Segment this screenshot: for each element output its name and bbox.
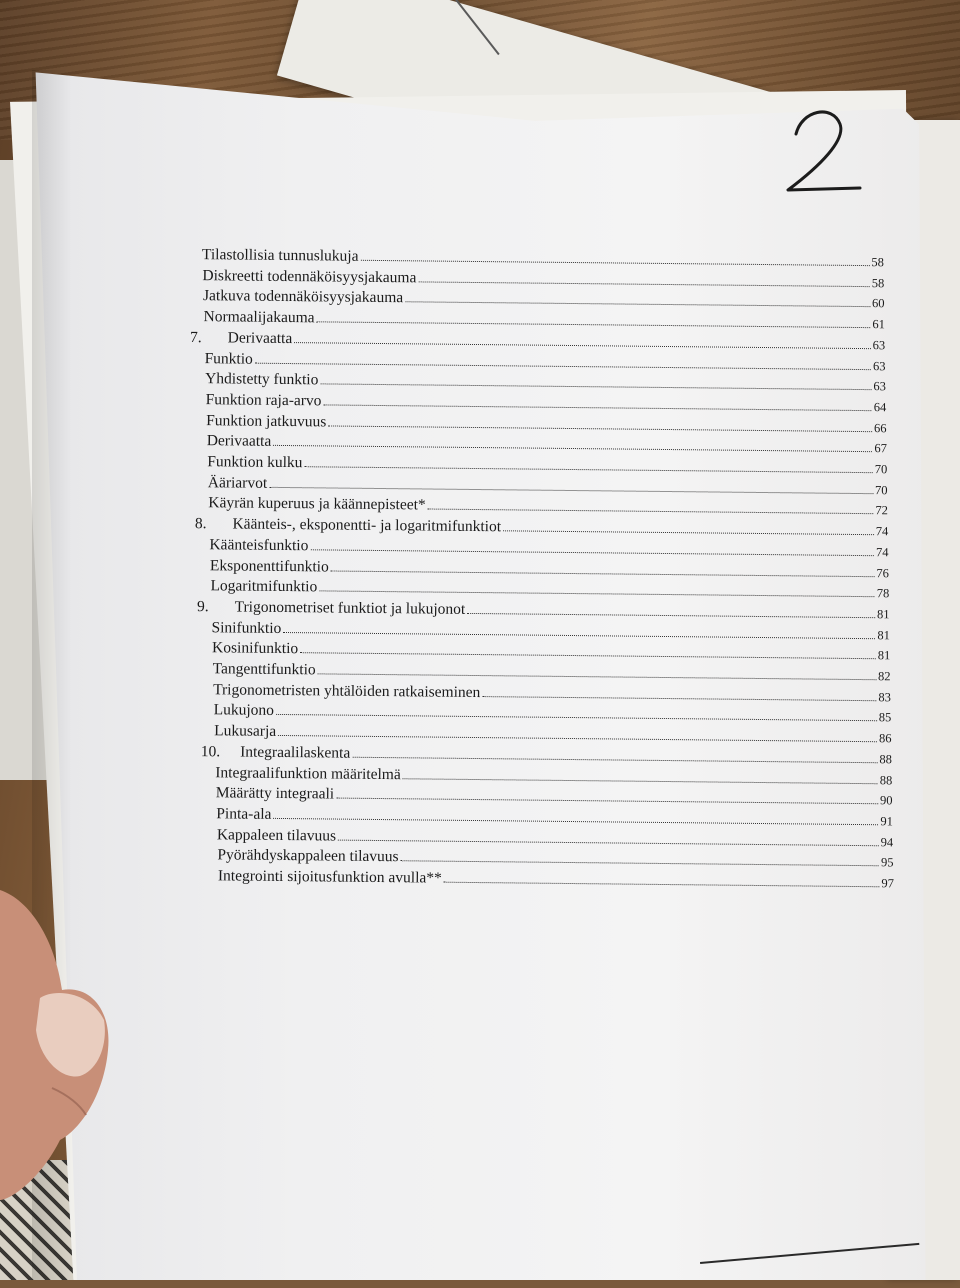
toc-chapter-number: 10. [200,742,221,761]
toc-entry-title: Määrätty integraali [215,784,335,803]
toc-page-number: 78 [876,586,890,601]
toc-entry-title: Käänteis-, eksponentti- ja logaritmifunktiot [232,515,502,536]
toc-chapter-number: 7. [189,328,202,346]
toc-page-number: 58 [871,255,884,270]
toc-page-number: 70 [874,462,888,477]
toc-entry-title: Trigonometriset funktiot ja lukujonot [234,598,466,618]
toc-dot-leader [428,509,874,515]
toc-entry-title: Integrointi sijoitusfunktion avulla** [217,867,442,887]
toc-dot-leader [304,466,872,473]
toc-dot-leader [482,696,876,701]
toc-page-number: 74 [875,544,889,560]
toc-dot-leader [361,260,870,266]
toc-page-number: 64 [873,400,887,415]
toc-entry-title: Ääriarvot [207,473,268,492]
toc-page-number: 74 [875,524,889,539]
toc-entry-title: Pinta-ala [216,805,272,823]
toc-dot-leader [418,281,869,287]
toc-dot-leader [273,445,872,452]
toc-entry-title: Kappaleen tilavuus [216,825,337,845]
toc-entry-title: Trigonometristen yhtälöiden ratkaiseminen [213,680,481,701]
toc-dot-leader [320,384,871,391]
toc-page-number: 95 [880,855,894,870]
toc-entry-title: Logaritmifunktio [210,577,318,596]
toc-entry-title: Integraalilaskenta [240,743,351,762]
toc-chapter-number: 8. [194,515,207,533]
toc-page-number: 63 [873,358,886,373]
toc-page-number: 86 [878,731,892,746]
toc-entry-title: Tangenttifunktio [212,660,316,679]
toc-dot-leader [405,302,870,308]
toc-page-number: 85 [878,710,892,725]
toc-entry-title: Funktion kulku [207,453,303,472]
toc-dot-leader [317,321,871,328]
toc-dot-leader [276,714,877,721]
toc-entry-title: Pyörähdyskappaleen tilavuus [217,846,399,866]
thumb [0,880,110,1200]
toc-page-number: 97 [881,876,894,891]
toc-page-number: 61 [872,317,885,332]
toc-dot-leader [294,342,870,349]
toc-page-number: 76 [876,565,889,580]
toc-entry-title: Funktion jatkuvuus [206,411,327,431]
toc-dot-leader [401,861,879,867]
toc-dot-leader [331,570,875,577]
toc-entry-title: Kosinifunktio [211,639,299,658]
toc-dot-leader [503,530,874,535]
toc-page-number: 67 [874,441,887,456]
toc-dot-leader [403,778,878,784]
toc-entry-title: Integraalifunktion määritelmä [215,763,401,783]
toc-dot-leader [269,487,873,494]
toc-entry-title: Jatkuva todennäköisyysjakauma [202,287,404,307]
toc-page-number: 58 [871,275,885,290]
toc-dot-leader [467,613,875,618]
toc-dot-leader [318,673,876,680]
toc-page-number: 88 [879,772,893,787]
toc-entry-title: Lukujono [213,701,275,720]
toc-dot-leader [328,425,872,432]
toc-page-number: 63 [872,337,886,353]
toc-dot-leader [310,549,874,556]
toc-entry-title: Lukusarja [214,722,277,741]
toc-page-number: 82 [878,669,891,684]
toc-dot-leader [283,632,875,639]
toc-chapter-number: 9. [196,597,209,616]
toc-entry-title: Normaalijakauma [203,308,315,327]
toc-entry-title: Derivaatta [206,432,272,451]
toc-page-number: 83 [878,689,891,705]
toc-dot-leader [255,362,871,369]
toc-dot-leader [273,818,878,825]
toc-entry-title: Funktion raja-arvo [205,391,322,410]
toc-page-number: 81 [877,648,891,663]
toc-entry-title: Sinifunktio [211,618,282,637]
toc-page-number: 63 [873,379,886,394]
toc-page-number: 88 [879,752,892,767]
toc-page-number: 66 [873,420,887,435]
toc-dot-leader [319,591,875,598]
toc-page-number: 72 [875,503,888,518]
toc-page-number: 91 [880,814,893,829]
toc-entry-title: Eksponenttifunktio [209,556,329,575]
toc-page-number: 94 [880,834,894,849]
toc-dot-leader [336,798,878,805]
toc-dot-leader [352,757,877,763]
toc-entry-title: Käyrän kuperuus ja käännepisteet* [208,494,426,514]
toc-dot-leader [338,839,879,846]
toc-page-number: 60 [871,296,885,311]
toc-entry-title: Tilastollisia tunnuslukuja [201,246,359,265]
toc-page-number: 90 [879,793,893,808]
toc-page-number: 70 [874,482,888,498]
toc-entry-title: Derivaatta [227,329,293,347]
toc-dot-leader [444,882,880,888]
toc-dot-leader [278,735,877,742]
toc-entry-title: Käänteisfunktio [209,536,309,555]
toc-entry-title: Funktio [204,349,253,368]
toc-page-number: 81 [876,607,890,622]
toc-dot-leader [323,404,871,411]
toc-dot-leader [300,652,876,659]
toc-page-number: 81 [877,627,890,642]
toc-entry-title: Yhdistetty funktio [205,370,319,389]
toc-entry-title: Diskreetti todennäköisyysjakauma [202,266,417,287]
